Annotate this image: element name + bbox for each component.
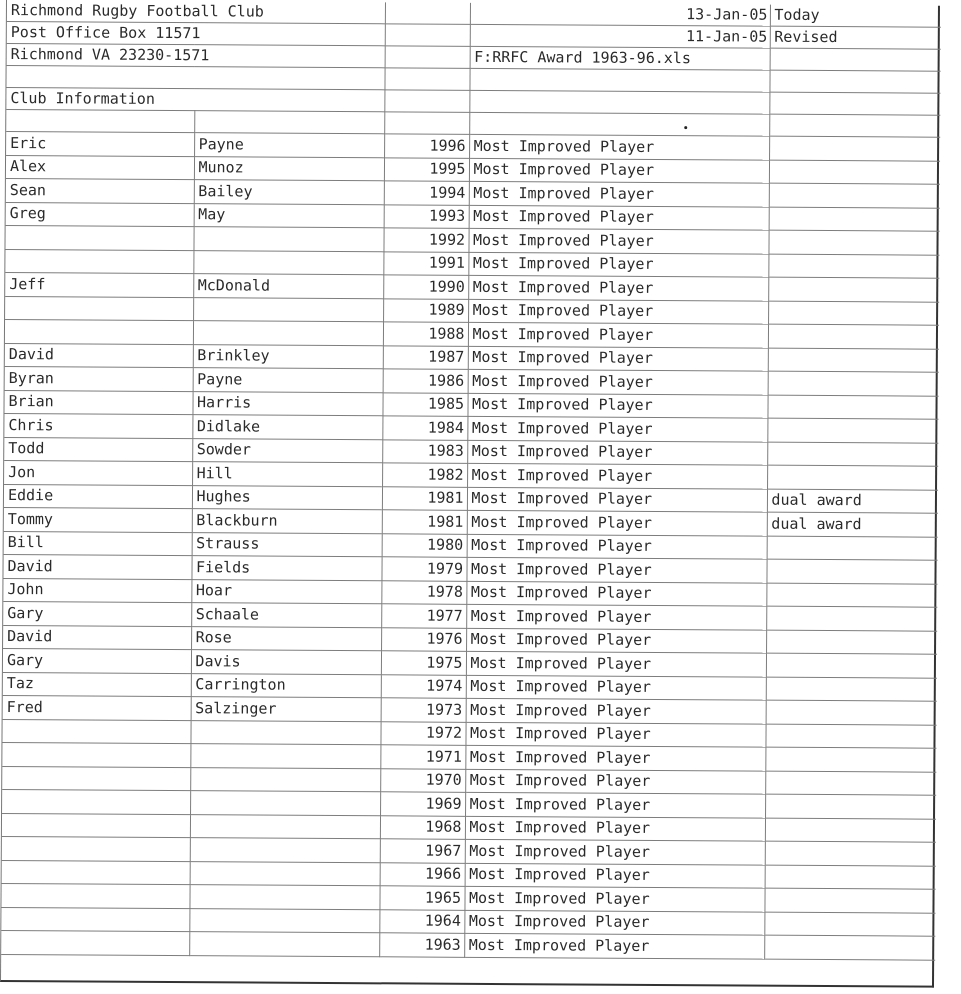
- year-cell: 1980: [382, 533, 467, 557]
- last-name-cell: May: [194, 203, 384, 228]
- award-cell: Most Improved Player: [467, 440, 767, 465]
- award-cell: Most Improved Player: [465, 863, 765, 888]
- last-name-cell: [190, 838, 380, 863]
- award-cell: Most Improved Player: [464, 886, 764, 911]
- first-name-cell: [5, 320, 193, 345]
- first-name-cell: Chris: [4, 413, 192, 438]
- award-cell: Most Improved Player: [466, 675, 766, 700]
- award-cell: Most Improved Player: [466, 628, 766, 653]
- note-cell: dual award: [767, 489, 938, 514]
- year-cell: 1993: [384, 204, 469, 228]
- first-name-cell: Brian: [4, 390, 192, 415]
- first-name-cell: Todd: [4, 437, 192, 462]
- year-cell: 1967: [380, 839, 465, 863]
- last-name-cell: [193, 250, 383, 275]
- award-cell: Most Improved Player: [467, 393, 767, 418]
- award-cell: Most Improved Player: [465, 722, 765, 747]
- note-cell: [765, 818, 936, 843]
- note-cell: [769, 136, 940, 161]
- note-cell: [764, 912, 935, 937]
- club-address-line: Post Office Box 11571: [7, 22, 385, 46]
- award-cell: Most Improved Player: [468, 322, 768, 347]
- last-name-cell: Didlake: [192, 415, 382, 440]
- year-cell: 1990: [383, 275, 468, 299]
- year-cell: 1979: [381, 557, 466, 581]
- first-name-cell: Fred: [3, 695, 191, 720]
- year-cell: 1972: [380, 721, 465, 745]
- last-name-cell: Hoar: [191, 579, 381, 604]
- year-cell: 1989: [383, 298, 468, 322]
- award-cell: Most Improved Player: [468, 275, 768, 300]
- award-cell: Most Improved Player: [464, 910, 764, 935]
- first-name-cell: [2, 860, 190, 885]
- award-cell: Most Improved Player: [467, 416, 767, 441]
- first-name-cell: Gary: [3, 648, 191, 673]
- year-cell: 1974: [381, 674, 466, 698]
- last-name-cell: [190, 814, 380, 839]
- award-cell: Most Improved Player: [467, 510, 767, 535]
- last-name-cell: [189, 932, 379, 957]
- year-cell: 1971: [380, 745, 465, 769]
- last-name-cell: Blackburn: [192, 509, 382, 534]
- year-cell: 1969: [380, 792, 465, 816]
- first-name-cell: Jon: [4, 460, 192, 485]
- last-name-cell: Rose: [191, 626, 381, 651]
- year-cell: 1976: [381, 627, 466, 651]
- last-name-cell: [193, 297, 383, 322]
- year-cell: 1968: [380, 815, 465, 839]
- first-name-cell: [1, 930, 189, 955]
- year-cell: 1992: [383, 228, 468, 252]
- award-cell: Most Improved Player: [469, 205, 769, 230]
- note-cell: [765, 865, 936, 890]
- year-cell: 1994: [384, 181, 469, 205]
- award-cell: Most Improved Player: [469, 134, 769, 159]
- first-name-cell: Gary: [3, 601, 191, 626]
- first-name-cell: [5, 226, 193, 251]
- year-cell: 1964: [379, 909, 464, 933]
- award-cell: Most Improved Player: [468, 228, 768, 253]
- last-name-cell: Fields: [191, 556, 381, 581]
- first-name-cell: Bill: [4, 531, 192, 556]
- note-cell: [768, 301, 939, 326]
- last-name-cell: [190, 744, 380, 769]
- stray-mark: [684, 126, 687, 129]
- year-cell: 1981: [382, 510, 467, 534]
- last-name-cell: Davis: [191, 650, 381, 675]
- note-cell: [769, 207, 940, 232]
- year-cell: 1975: [381, 651, 466, 675]
- year-cell: 1966: [380, 862, 465, 886]
- section-title: Club Information: [6, 88, 384, 112]
- first-name-cell: [2, 719, 190, 744]
- year-cell: 1983: [382, 439, 467, 463]
- note-cell: [769, 160, 940, 185]
- revised-label: Revised: [770, 26, 941, 49]
- last-name-cell: Bailey: [194, 180, 384, 205]
- last-name-cell: [189, 908, 379, 933]
- table-row: [1, 930, 935, 959]
- note-cell: [766, 677, 937, 702]
- note-cell: [765, 794, 936, 819]
- note-cell: [765, 724, 936, 749]
- award-cell: Most Improved Player: [465, 745, 765, 770]
- award-cell: Most Improved Player: [466, 651, 766, 676]
- award-cell: Most Improved Player: [466, 604, 766, 629]
- year-cell: 1978: [381, 580, 466, 604]
- first-name-cell: [2, 766, 190, 791]
- first-name-cell: [5, 296, 193, 321]
- year-cell: 1991: [383, 251, 468, 275]
- last-name-cell: [190, 861, 380, 886]
- award-cell: Most Improved Player: [465, 792, 765, 817]
- first-name-cell: [2, 789, 190, 814]
- last-name-cell: [193, 227, 383, 252]
- year-cell: 1995: [384, 157, 469, 181]
- year-cell: 1982: [382, 463, 467, 487]
- today-label: Today: [770, 5, 941, 28]
- club-city-line: Richmond VA 23230-1571: [7, 44, 385, 68]
- year-cell: 1973: [381, 698, 466, 722]
- note-cell: [767, 536, 938, 561]
- file-name: F:RRFC Award 1963-96.xls: [470, 46, 770, 70]
- first-name-cell: Greg: [6, 202, 194, 227]
- note-cell: [765, 771, 936, 796]
- note-cell: [764, 935, 935, 960]
- note-cell: [766, 700, 937, 725]
- award-cell: Most Improved Player: [467, 487, 767, 512]
- year-cell: 1985: [382, 392, 467, 416]
- last-name-cell: Sowder: [192, 438, 382, 463]
- first-name-cell: [2, 813, 190, 838]
- first-name-cell: Jeff: [5, 273, 193, 298]
- note-cell: [766, 630, 937, 655]
- today-date: 13-Jan-05: [470, 3, 770, 26]
- first-name-cell: [2, 836, 190, 861]
- award-cell: Most Improved Player: [468, 369, 768, 394]
- last-name-cell: Hughes: [192, 485, 382, 510]
- note-cell: [768, 277, 939, 302]
- first-name-cell: Sean: [6, 179, 194, 204]
- last-name-cell: [193, 321, 383, 346]
- first-name-cell: David: [5, 343, 193, 368]
- note-cell: [766, 559, 937, 584]
- year-cell: 1970: [380, 768, 465, 792]
- note-cell: [766, 583, 937, 608]
- note-cell: [768, 254, 939, 279]
- note-cell: [765, 841, 936, 866]
- first-name-cell: Alex: [6, 155, 194, 180]
- note-cell: [764, 888, 935, 913]
- note-cell: [768, 324, 939, 349]
- club-name: Richmond Rugby Football Club: [7, 0, 385, 24]
- award-cell: Most Improved Player: [466, 557, 766, 582]
- year-cell: 1965: [379, 886, 464, 910]
- last-name-cell: Harris: [192, 391, 382, 416]
- award-cell: Most Improved Player: [464, 933, 764, 958]
- first-name-cell: Taz: [3, 672, 191, 697]
- note-cell: [765, 747, 936, 772]
- first-name-cell: Eddie: [4, 484, 192, 509]
- first-name-cell: [5, 249, 193, 274]
- award-cell: Most Improved Player: [469, 158, 769, 183]
- last-name-cell: Munoz: [194, 156, 384, 181]
- award-cell: Most Improved Player: [468, 252, 768, 277]
- award-cell: Most Improved Player: [465, 839, 765, 864]
- first-name-cell: Eric: [6, 132, 194, 157]
- note-cell: [767, 442, 938, 467]
- first-name-cell: [2, 742, 190, 767]
- note-cell: dual award: [767, 512, 938, 537]
- first-name-cell: [1, 883, 189, 908]
- first-name-cell: Tommy: [4, 507, 192, 532]
- first-name-cell: [1, 907, 189, 932]
- award-cell: Most Improved Player: [468, 346, 768, 371]
- year-cell: 1977: [381, 604, 466, 628]
- note-cell: [766, 606, 937, 631]
- year-cell: 1986: [383, 369, 468, 393]
- award-cell: Most Improved Player: [467, 534, 767, 559]
- award-cell: Most Improved Player: [466, 581, 766, 606]
- award-cell: Most Improved Player: [467, 463, 767, 488]
- note-cell: [768, 230, 939, 255]
- award-cell: Most Improved Player: [466, 698, 766, 723]
- last-name-cell: Strauss: [192, 532, 382, 557]
- last-name-cell: [190, 720, 380, 745]
- year-cell: 1981: [382, 486, 467, 510]
- last-name-cell: Schaale: [191, 603, 381, 628]
- revised-date: 11-Jan-05: [470, 24, 770, 48]
- last-name-cell: Payne: [194, 133, 384, 158]
- award-cell: Most Improved Player: [469, 181, 769, 206]
- note-cell: [766, 653, 937, 678]
- award-cell: Most Improved Player: [468, 299, 768, 324]
- first-name-cell: Byran: [5, 366, 193, 391]
- note-cell: [767, 418, 938, 443]
- last-name-cell: Hill: [192, 462, 382, 487]
- last-name-cell: McDonald: [193, 274, 383, 299]
- first-name-cell: David: [3, 625, 191, 650]
- year-cell: 1988: [383, 322, 468, 346]
- note-cell: [767, 395, 938, 420]
- year-cell: 1963: [379, 933, 464, 957]
- last-name-cell: Payne: [193, 368, 383, 393]
- year-cell: 1987: [383, 345, 468, 369]
- award-table: [1, 0, 941, 960]
- first-name-cell: John: [3, 578, 191, 603]
- last-name-cell: Brinkley: [193, 344, 383, 369]
- last-name-cell: [189, 885, 379, 910]
- note-cell: [767, 465, 938, 490]
- note-cell: [769, 183, 940, 208]
- last-name-cell: Salzinger: [191, 697, 381, 722]
- note-cell: [768, 371, 939, 396]
- first-name-cell: David: [3, 554, 191, 579]
- note-cell: [768, 348, 939, 373]
- last-name-cell: Carrington: [191, 673, 381, 698]
- year-cell: 1996: [384, 134, 469, 158]
- award-cell: Most Improved Player: [465, 816, 765, 841]
- award-cell: Most Improved Player: [465, 769, 765, 794]
- last-name-cell: [190, 791, 380, 816]
- year-cell: 1984: [382, 416, 467, 440]
- last-name-cell: [190, 767, 380, 792]
